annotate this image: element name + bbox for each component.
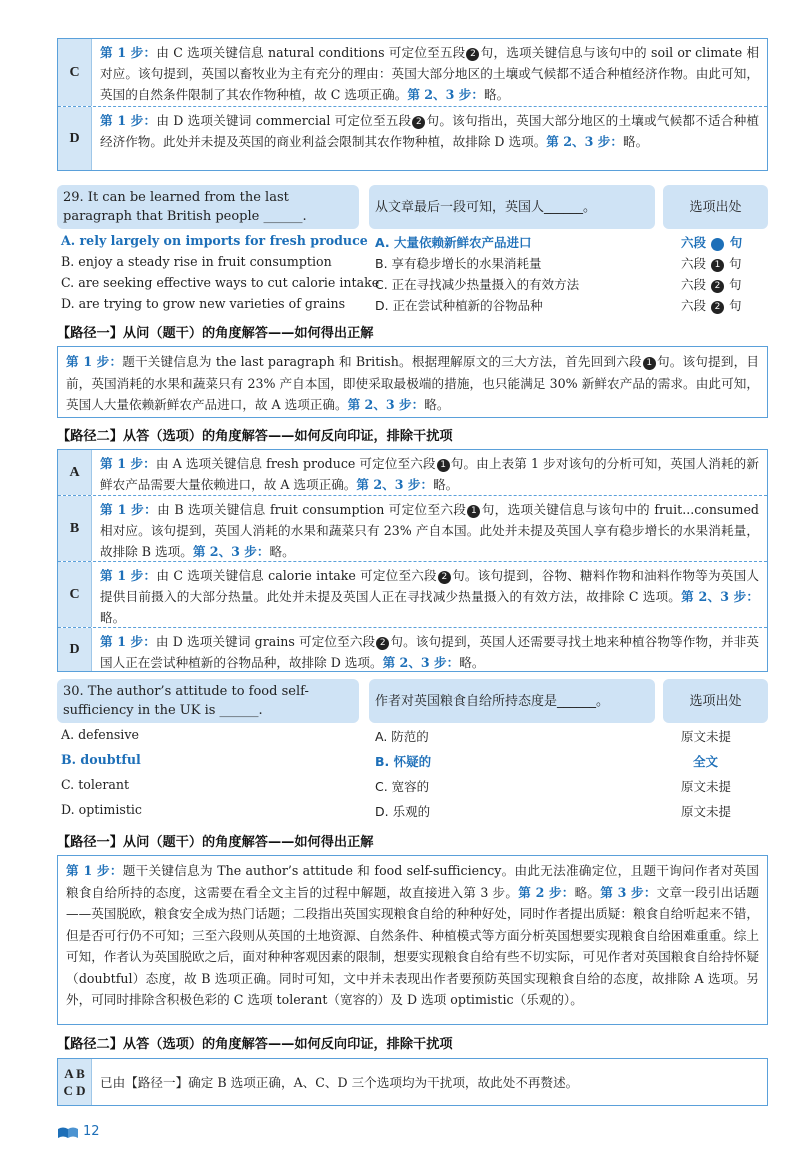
table-row: A B C D 已由【路径一】确定 B 选项正确，A、C、D 三个选项均为干扰项，故此处不再赘述。 bbox=[58, 1059, 767, 1105]
question-stem-zh: 从文章最后一段可知，英国人______。 bbox=[369, 185, 655, 229]
path-two-table bbox=[57, 449, 768, 672]
circled-number: 2 bbox=[438, 571, 451, 584]
table-row: A 第 1 步：由 A 选项关键信息 fresh produce 可定位至六段 1 句。由上表第 1 步对该句的分析可知，英国人消耗的新鲜农产品需要大量依赖进口，故 A 选项正确。第 2、3 步：略。 bbox=[58, 450, 767, 495]
top-option-table bbox=[57, 38, 768, 171]
circled-number: 1 bbox=[711, 238, 724, 251]
option-analysis: 第 1 步：由 D 选项关键词 commercial 可定位至五段 2 句。该句指出，英国大部分地区的土壤或气候都不适合种植经济作物。此处并未提及英国的商业利益会限制其农作物种植，故排除 D 选项。第 2、3 步：略。 bbox=[100, 113, 759, 149]
option-letter: C bbox=[58, 562, 92, 627]
source-header: 选项出处 bbox=[663, 185, 768, 229]
table-row: C 第 1 步：由 C 选项关键信息 calorie intake 可定位至六段 2 句。该句提到，谷物、糖料作物和油料作物等为英国人提供目前摄入的大部分热量。此处并未提及英国人正在寻找减少热量摄入的有效方法，故排除 C 选项。第 2、3 步：略。 bbox=[58, 561, 767, 627]
option-row: A. defensive A. 防范的 原文未提 bbox=[61, 727, 732, 744]
option-row: A. rely largely on imports for fresh produce A. 大量依赖新鲜农产品进口 六段 1 句 bbox=[61, 233, 743, 250]
circled-number: 2 bbox=[711, 301, 724, 314]
page-footer bbox=[57, 1124, 100, 1139]
path-one-box: 第 1 步：题干关键信息为 The author’s attitude 和 food self-sufficiency。由此无法准确定位，且题干询问作者对英国粮食自给所持的态度，这需要在看全文主旨的过程中解题，故直接进入第 3 步。第 2 步：略。第 3 步：文章一段引出话题——英国脱欧，粮食安全成为热门话题；二段指出英国实现粮食自给的种种好处，同时作者提出质疑：粮食自给听起来不错，但是否可行仍不可知；三至六段则从英国的土地资源、自然条件、种植模式等方面分析英国想要实现粮食自给困难重重。综上可知，作者认为英国脱欧之后，面对种种客观因素的限制，想要实现粮食自给有些不切实际，可见作者对英国粮食自给持怀疑（doubtful）态度，故 B 选项正确。同时可知，文中并未表现出作者要预防英国实现粮食自给的态度，故排除 A 选项。另外，可同时排除含积极色彩的 C 选项 tolerant（宽容的）及 D 选项 optimistic（乐观的）。 bbox=[57, 855, 768, 1025]
option-row: C. are seeking effective ways to cut calorie intake C. 正在寻找减少热量摄入的有效方法 六段 2 句 bbox=[61, 275, 742, 292]
option-row: B. doubtful B. 怀疑的 全文 bbox=[61, 752, 719, 769]
option-row: D. optimistic D. 乐观的 原文未提 bbox=[61, 802, 732, 819]
page-number: 12 bbox=[83, 1124, 100, 1139]
path-two-title: 【路径二】从答（选项）的角度解答——如何反向印证，排除干扰项 bbox=[57, 1037, 453, 1052]
circled-number: 2 bbox=[711, 280, 724, 293]
path-one-box: 第 1 步：题干关键信息为 the last paragraph 和 British。根据理解原文的三大方法，首先回到六段 1 句。该句提到，目前，英国消耗的水果和蔬菜只有 23% 产自本国，即使采取最极端的措施，也只能满足 30% 新鲜农产品的需求。由此可知，英国人大量依赖新鲜农产品进口，故 A 选项正确。第 2、3 步：略。 bbox=[57, 346, 768, 418]
question-30-options bbox=[57, 725, 768, 825]
option-row: D. are trying to grow new varieties of grains D. 正在尝试种植新的谷物品种 六段 2 句 bbox=[61, 296, 742, 313]
option-row: C. tolerant C. 宽容的 原文未提 bbox=[61, 777, 732, 794]
source-header: 选项出处 bbox=[663, 679, 768, 723]
option-letter: C bbox=[58, 39, 92, 106]
table-row: D 第 1 步：由 D 选项关键词 grains 可定位至六段 2 句。该句提到，英国人还需要寻找土地来种植谷物等作物，并非英国人正在尝试种植新的谷物品种，故排除 D 选项。第 2、3 步：略。 bbox=[58, 627, 767, 671]
option-letter: D bbox=[58, 628, 92, 671]
option-letter: A bbox=[58, 450, 92, 495]
circled-number: 2 bbox=[466, 48, 479, 61]
option-letter: D bbox=[58, 107, 92, 170]
question-29-options bbox=[57, 231, 768, 315]
question-stem-en: 29. It can be learned from the last paragraph that British people ______. bbox=[57, 185, 359, 229]
circled-number: 1 bbox=[437, 459, 450, 472]
option-letter-group: A B C D bbox=[58, 1059, 92, 1105]
option-letter: B bbox=[58, 496, 92, 561]
path-two-title: 【路径二】从答（选项）的角度解答——如何反向印证，排除干扰项 bbox=[57, 429, 453, 444]
option-analysis: 第 1 步：由 C 选项关键信息 natural conditions 可定位至五段 2 句，选项关键信息与该句中的 soil or climate 相对应。该句提到，英国以畜牧业为主有充分的理由：英国大部分地区的土壤或气候都不适合种植经济作物。由此可知，英国的自然条件限制了其农作物种植，故 C 选项正确。第 2、3 步：略。 bbox=[100, 45, 759, 102]
circled-number: 1 bbox=[711, 259, 724, 272]
path-one-title: 【路径一】从问（题干）的角度解答——如何得出正解 bbox=[57, 835, 374, 850]
path-one-title: 【路径一】从问（题干）的角度解答——如何得出正解 bbox=[57, 326, 374, 341]
option-row: B. enjoy a steady rise in fruit consumption B. 享有稳步增长的水果消耗量 六段 1 句 bbox=[61, 254, 742, 271]
question-30-header bbox=[57, 679, 768, 723]
table-row bbox=[58, 39, 767, 106]
circled-number: 1 bbox=[467, 505, 480, 518]
question-stem-en: 30. The author’s attitude to food self-sufficiency in the UK is ______. bbox=[57, 679, 359, 723]
path-two-table bbox=[57, 1058, 768, 1106]
table-row bbox=[58, 106, 767, 170]
table-row: B 第 1 步：由 B 选项关键信息 fruit consumption 可定位至六段 1 句，选项关键信息与该句中的 fruit...consumed 相对应。该句提到，英国人消耗的水果和蔬菜只有 23% 产自本国。此处并未提及英国人享有稳步增长的水果消耗量，故排除 B 选项。第 2、3 步：略。 bbox=[58, 495, 767, 561]
circled-number: 2 bbox=[376, 637, 389, 650]
question-stem-zh: 作者对英国粮食自给所持态度是______。 bbox=[369, 679, 655, 723]
question-29-header bbox=[57, 185, 768, 229]
circled-number: 2 bbox=[412, 116, 425, 129]
circled-number: 1 bbox=[643, 357, 656, 370]
book-icon bbox=[57, 1125, 79, 1139]
